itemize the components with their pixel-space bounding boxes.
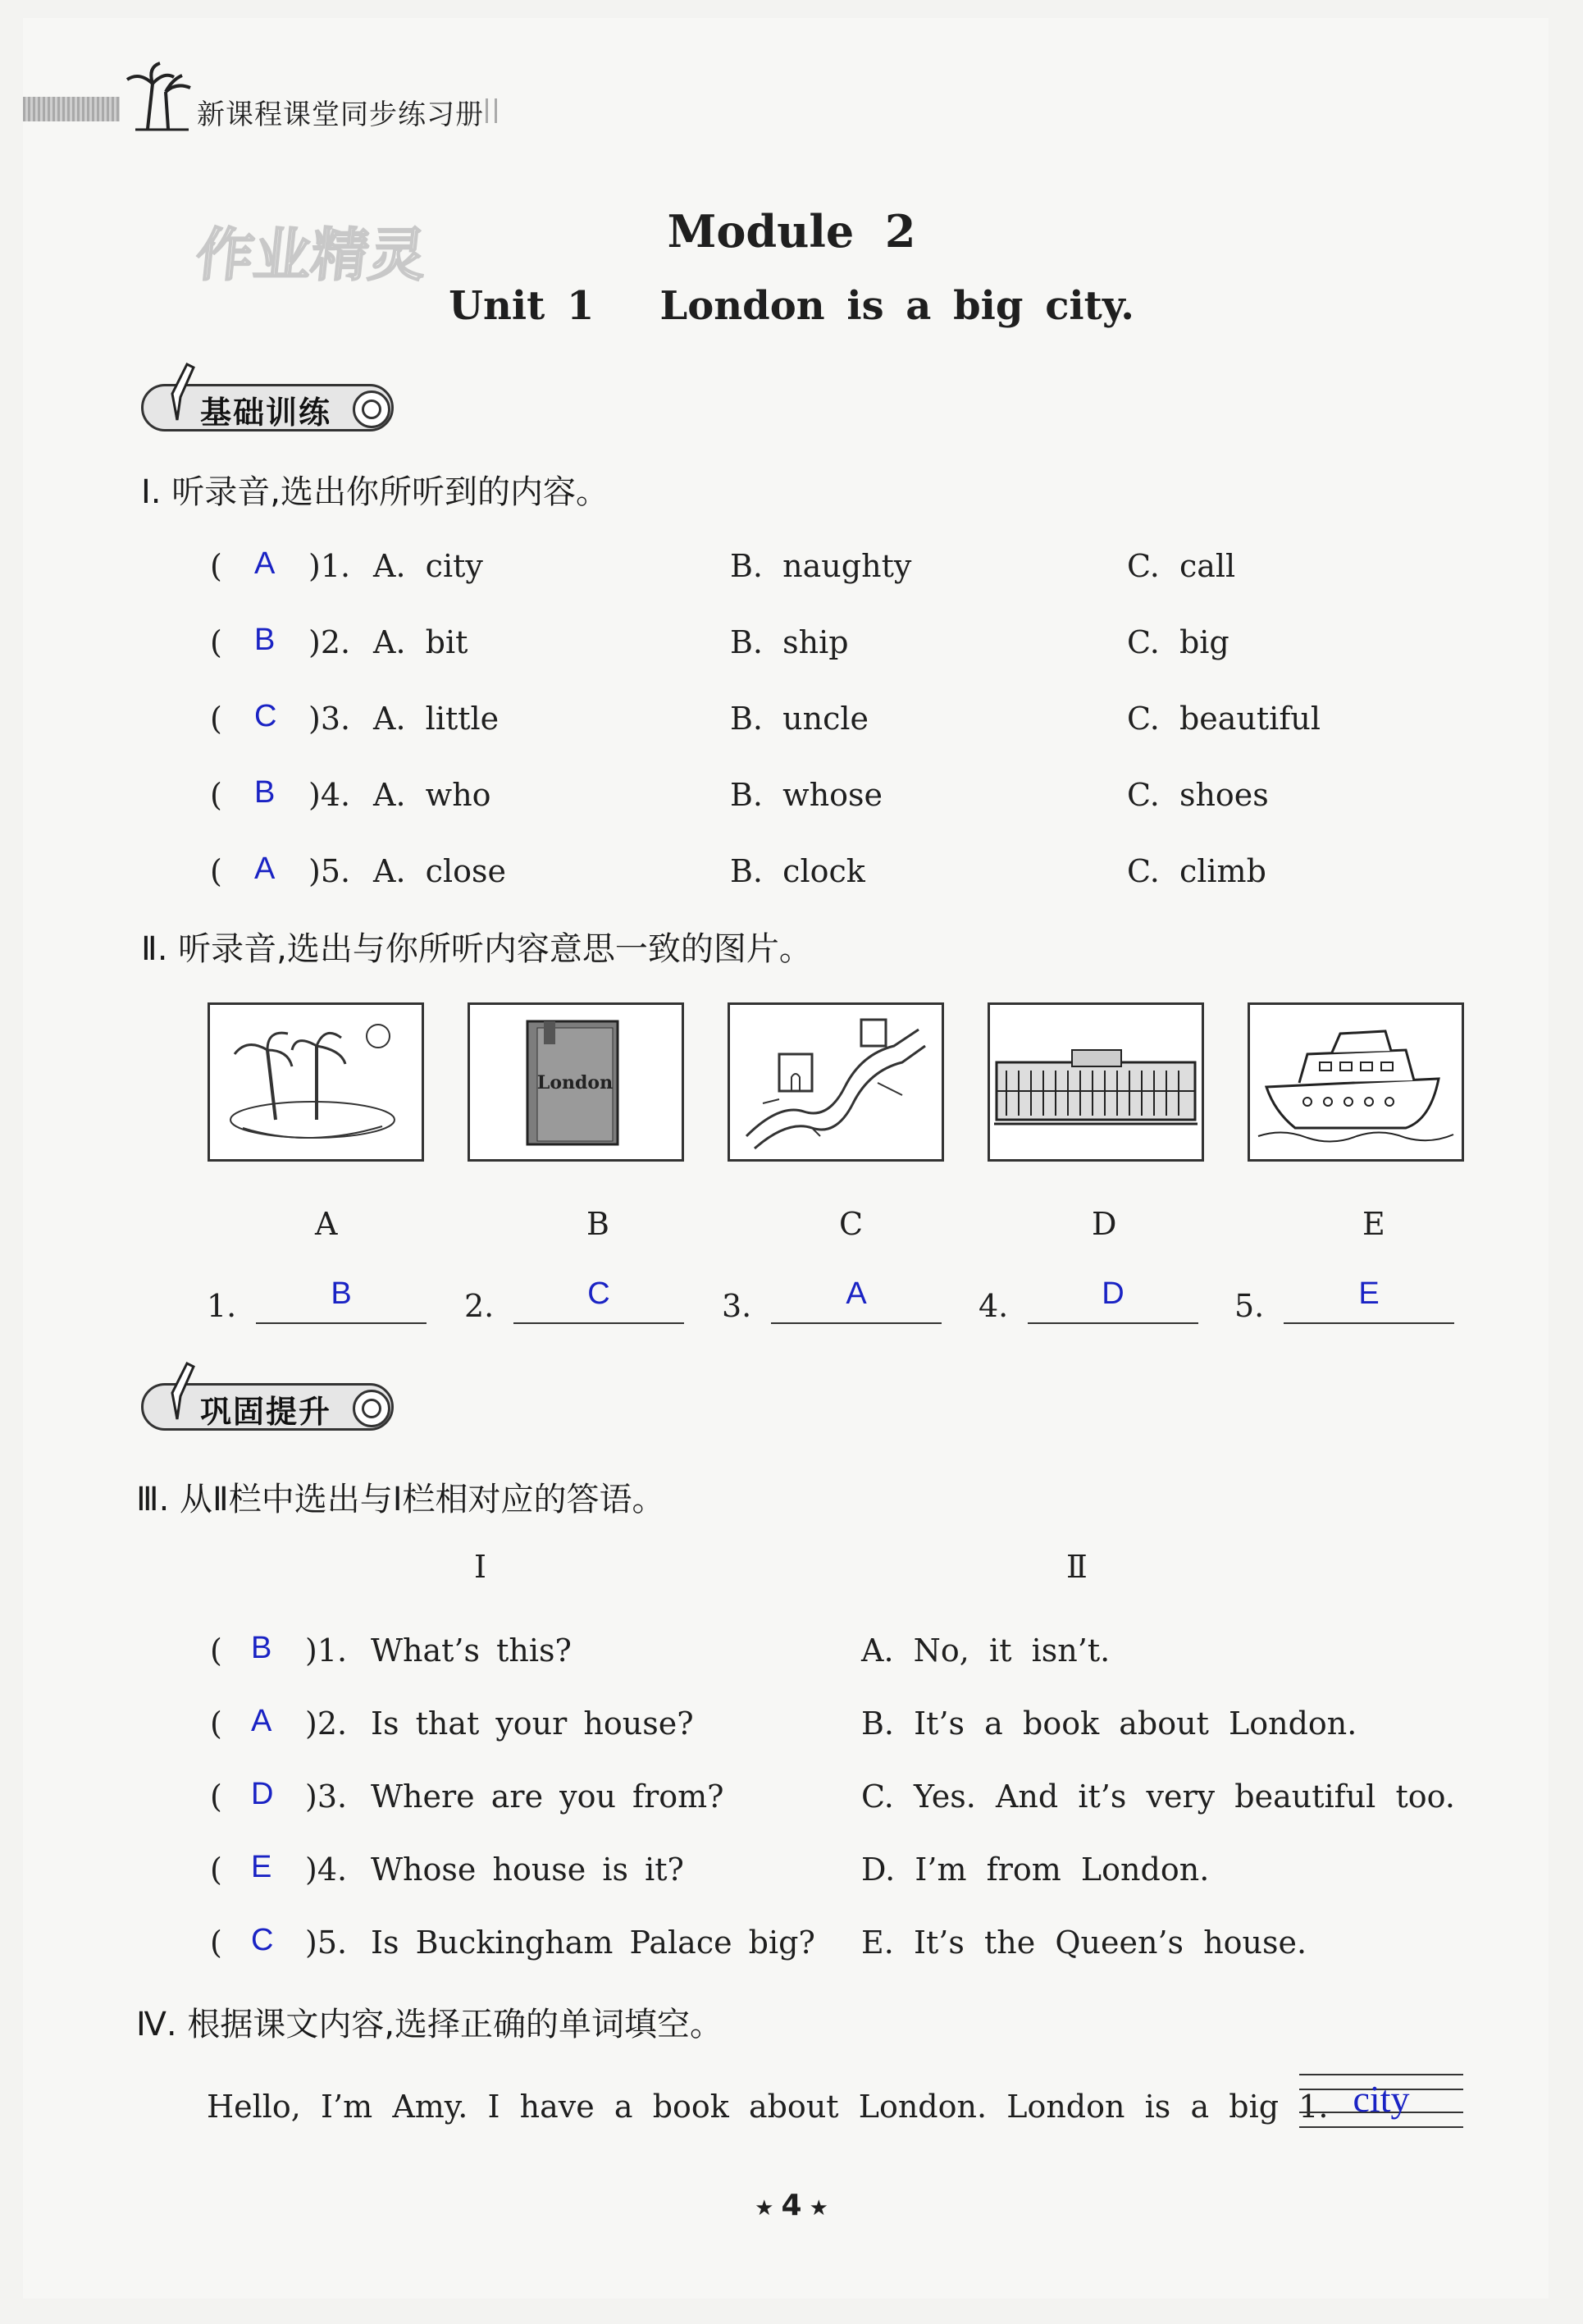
header-title: 新课程课堂同步练习册 xyxy=(197,98,484,131)
match-response: B. It’s a book about London. xyxy=(861,1705,1357,1742)
book-icon xyxy=(470,1005,682,1159)
palm-tree-icon xyxy=(123,59,197,133)
option-c: C. big xyxy=(1127,624,1229,660)
match-response: D. I’m from London. xyxy=(861,1851,1210,1888)
column-ii-heading: Ⅱ xyxy=(1066,1549,1088,1585)
option-c: C. climb xyxy=(1127,853,1266,889)
blank-answer[interactable]: E xyxy=(1358,1276,1380,1311)
option-b: B. ship xyxy=(730,624,849,660)
question-row: ( xyxy=(210,624,222,660)
section3-title: Ⅲ. 从Ⅱ栏中选出与Ⅰ栏相对应的答语。 xyxy=(136,1481,665,1518)
match-number: )5. xyxy=(305,1924,348,1961)
match-number: )4. xyxy=(305,1851,348,1888)
page-number xyxy=(0,2189,1583,2222)
match-row: ( xyxy=(210,1851,222,1888)
match-row: ( xyxy=(210,1705,222,1742)
svg-text:London: London xyxy=(536,1072,614,1094)
blank-answer-city[interactable]: city xyxy=(1353,2078,1410,2120)
ring-icon xyxy=(353,1390,390,1427)
match-answer[interactable]: E xyxy=(251,1850,272,1884)
match-question: Is that your house? xyxy=(371,1705,694,1742)
option-c: C. shoes xyxy=(1127,777,1269,813)
option-c: C. call xyxy=(1127,548,1236,584)
blank-number: 3. xyxy=(722,1288,752,1324)
module-title: Module 2 xyxy=(667,205,916,258)
badge-basic xyxy=(133,379,394,431)
star-icon: ★ xyxy=(755,2196,782,2221)
pencil-icon xyxy=(166,361,198,427)
option-a: A. who xyxy=(373,777,491,813)
picture-letter: D xyxy=(1092,1206,1117,1242)
question-number: )4. xyxy=(308,777,351,813)
question-row: ( xyxy=(210,701,222,737)
picture-letter: C xyxy=(839,1206,864,1242)
match-row: ( xyxy=(210,1924,222,1961)
picture-d xyxy=(988,1002,1204,1162)
blank-line xyxy=(1284,1322,1454,1324)
badge-consolidate xyxy=(133,1378,394,1431)
match-question: Is Buckingham Palace big? xyxy=(371,1924,815,1961)
option-a: A. bit xyxy=(373,624,468,660)
match-response: C. Yes. And it’s very beautiful too. xyxy=(861,1778,1455,1815)
picture-e xyxy=(1248,1002,1464,1162)
option-b: B. naughty xyxy=(730,548,912,584)
answer-choice[interactable]: B xyxy=(254,623,276,657)
blank-line xyxy=(513,1322,684,1324)
option-b: B. clock xyxy=(730,853,865,889)
question-number: )5. xyxy=(308,853,351,889)
match-answer[interactable]: D xyxy=(251,1777,274,1811)
match-row: ( xyxy=(210,1778,222,1815)
picture-a xyxy=(208,1002,424,1162)
watermark: 作业精灵 xyxy=(193,221,430,289)
question-number: )2. xyxy=(308,624,351,660)
island-icon xyxy=(210,1005,422,1159)
match-answer[interactable]: A xyxy=(251,1704,272,1738)
answer-choice[interactable]: B xyxy=(254,775,276,810)
section1-title: Ⅰ. 听录音,选出你所听到的内容。 xyxy=(141,473,609,511)
answer-choice[interactable]: C xyxy=(254,699,277,733)
match-answer[interactable]: B xyxy=(251,1631,272,1665)
great-wall-icon xyxy=(730,1005,942,1159)
section2-title: Ⅱ. 听录音,选出与你所听内容意思一致的图片。 xyxy=(141,930,812,968)
option-a: A. city xyxy=(373,548,483,584)
match-number: )1. xyxy=(305,1632,348,1669)
question-row: ( xyxy=(210,853,222,889)
question-row: ( xyxy=(210,548,222,584)
option-a: A. close xyxy=(373,853,506,889)
blank-answer[interactable]: A xyxy=(846,1276,867,1311)
blank-number: 2. xyxy=(464,1288,495,1324)
blank-answer[interactable]: D xyxy=(1102,1276,1125,1311)
match-response: E. It’s the Queen’s house. xyxy=(861,1924,1307,1961)
blank-answer[interactable]: C xyxy=(587,1276,610,1311)
blank-line xyxy=(771,1322,942,1324)
picture-c xyxy=(728,1002,944,1162)
column-i-heading: Ⅰ xyxy=(474,1549,487,1585)
header-bar xyxy=(23,97,120,121)
blank-number: 4. xyxy=(979,1288,1009,1324)
answer-choice[interactable]: A xyxy=(254,852,276,886)
question-row: ( xyxy=(210,777,222,813)
match-number: )2. xyxy=(305,1705,348,1742)
answer-choice[interactable]: A xyxy=(254,546,276,581)
match-question: What’s this? xyxy=(371,1632,572,1669)
blank-line xyxy=(256,1322,427,1324)
match-response: A. No, it isn’t. xyxy=(861,1632,1111,1669)
match-question: Whose house is it? xyxy=(371,1851,684,1888)
section4-title: Ⅳ. 根据课文内容,选择正确的单词填空。 xyxy=(136,2006,723,2043)
option-c: C. beautiful xyxy=(1127,701,1321,737)
blank-line xyxy=(1028,1322,1198,1324)
option-a: A. little xyxy=(373,701,500,737)
ring-icon xyxy=(353,390,390,428)
badge-basic-label: 基础训练 xyxy=(200,395,332,431)
picture-letter: E xyxy=(1362,1206,1385,1242)
blank-number: 5. xyxy=(1234,1288,1265,1324)
ship-icon xyxy=(1250,1005,1462,1159)
option-b: B. uncle xyxy=(730,701,869,737)
header-divider xyxy=(486,98,497,123)
blank-number: 1. xyxy=(207,1288,237,1324)
match-row: ( xyxy=(210,1632,222,1669)
blank-answer[interactable]: B xyxy=(331,1276,352,1311)
match-number: )3. xyxy=(305,1778,348,1815)
page-number-value: 4 xyxy=(781,2189,802,2222)
passage-text: Hello, I’m Amy. I have a book about London. London is a big 1. xyxy=(207,2089,1329,2125)
palace-icon xyxy=(990,1005,1202,1159)
question-number: )3. xyxy=(308,701,351,737)
unit-title: Unit 1 London is a big city. xyxy=(449,283,1134,329)
question-number: )1. xyxy=(308,548,351,584)
match-answer[interactable]: C xyxy=(251,1923,274,1957)
option-b: B. whose xyxy=(730,777,883,813)
picture-b xyxy=(468,1002,684,1162)
pencil-icon xyxy=(166,1360,198,1426)
badge-consolidate-label: 巩固提升 xyxy=(200,1394,332,1430)
picture-letter: A xyxy=(315,1206,338,1242)
picture-letter: B xyxy=(586,1206,609,1242)
star-icon: ★ xyxy=(801,2196,828,2221)
match-question: Where are you from? xyxy=(371,1778,724,1815)
